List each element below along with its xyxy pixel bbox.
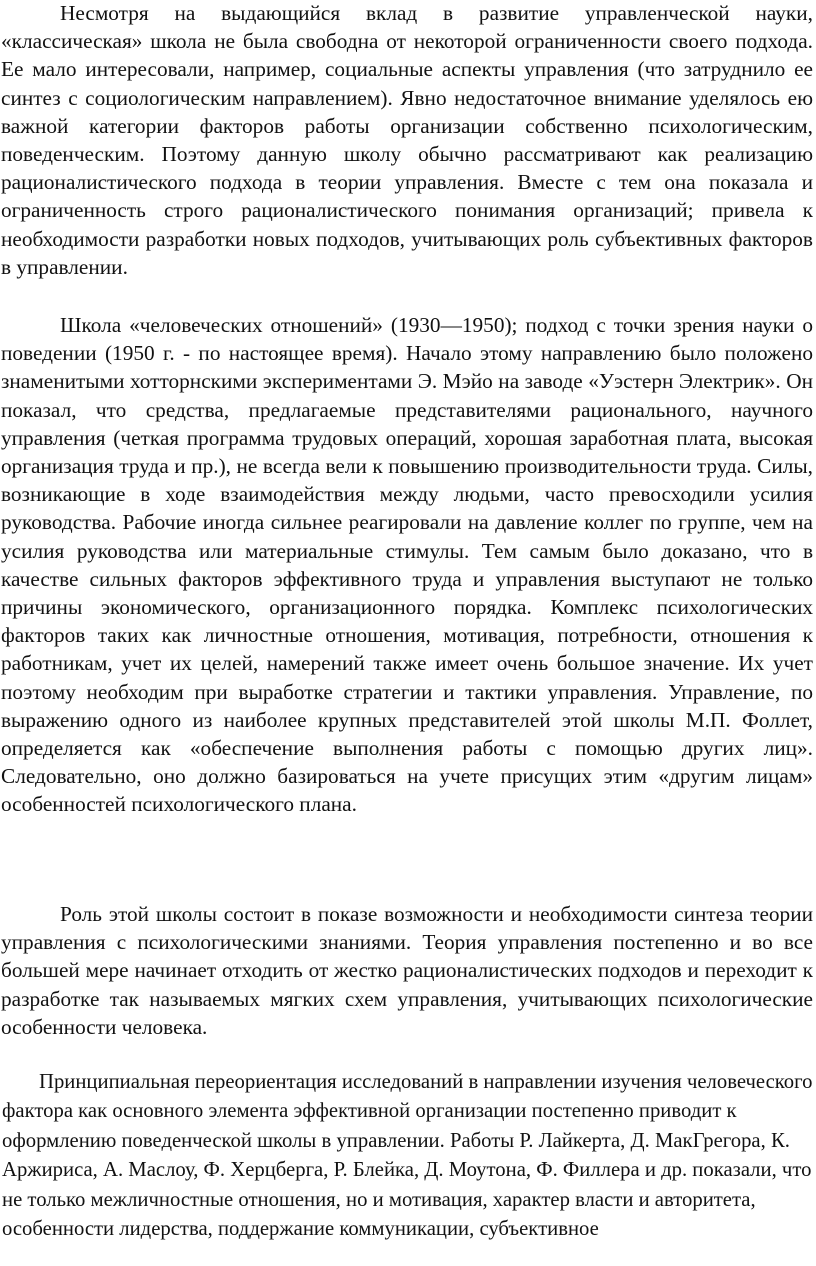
paragraph-human-relations-school: Школа «человеческих отношений» (1930—1950); подход с точки зрения науки о поведении (1950 г. - по настоящее время). Начало этому направлению было положено знаменитыми хотторнскими экспериментами Э. Мэйо на заводе «Уэстерн Электрик». Он показал, что средства, предлагаемые представителями рационального, научного управления (четкая программа трудовых операций, хорошая заработная плата, высокая организация труда и пр.), не всегда вели к повышению производительности труда. Силы, возникающие в ходе взаимодействия между людьми, часто превосходили усилия руководства. Рабочие иногда сильнее реагировали на давление коллег по группе, чем на усилия руководства или материальные стимулы. Тем самым было доказано, что в качестве сильных факторов эффективного труда и управления выступают не только причины экономического, организационного порядка. Комплекс психологических факторов таких как личностные отношения, мотивация, потребности, отношения к работникам, учет их целей, намерений также имеет очень большое значение. Их учет поэтому необходим при выработке стратегии и тактики управления. Управление, по выражению одного из наиболее крупных представителей этой школы М.П. Фоллет, определяется как «обеспечение выполнения работы с помощью других лиц». Следовательно, оно должно базироваться на учете присущих этим «другим лицам» особенностей психологического плана.	[1, 313, 813, 817]
paragraph-school-role: Роль этой школы состоит в показе возможности и необходимости синтеза теории управления с психологическими знаниями. Теория управления постепенно и во все большей мере начинает отходить от жестко рационалистических подходов и переходит к разработке так называемых мягких схем управления, учитывающих психологические особенности человека.	[1, 902, 813, 1039]
paragraph-behavioral-school: Принципиальная переориентация исследований в направлении изучения человеческого фактора как основного элемента эффективной организации постепенно приводит к оформлению поведенческой школы в управлении. Работы Р. Лайкерта, Д. МакГрегора, К. Аржириса, А. Маслоу, Ф. Херцберга, Р. Блейка, Д. Моутона, Ф. Филлера и др. показали, что не только межличностные отношения, но и мотивация, характер власти и авторитета, особенности лидерства, поддержание коммуникации, субъективное	[2, 1071, 813, 1241]
paragraph-classical-school: Несмотря на выдающийся вклад в развитие управленческой науки, «классическая» школа не была свободна от некоторой ограниченности своего подхода. Ее мало интересовали, например, социальные аспекты управления (что затруднило ее синтез с социологическим направлением). Явно недостаточное внимание уделялось ею важной категории факторов работы организации собственно психологическим, поведенческим. Поэтому данную школу обычно рассматривают как реализацию рационалистического подхода в теории управления. Вместе с тем она показала и ограниченность строго рационалистического понимания организаций; привела к необходимости разработки новых подходов, учитывающих роль субъективных факторов в управлении.	[1, 1, 813, 279]
